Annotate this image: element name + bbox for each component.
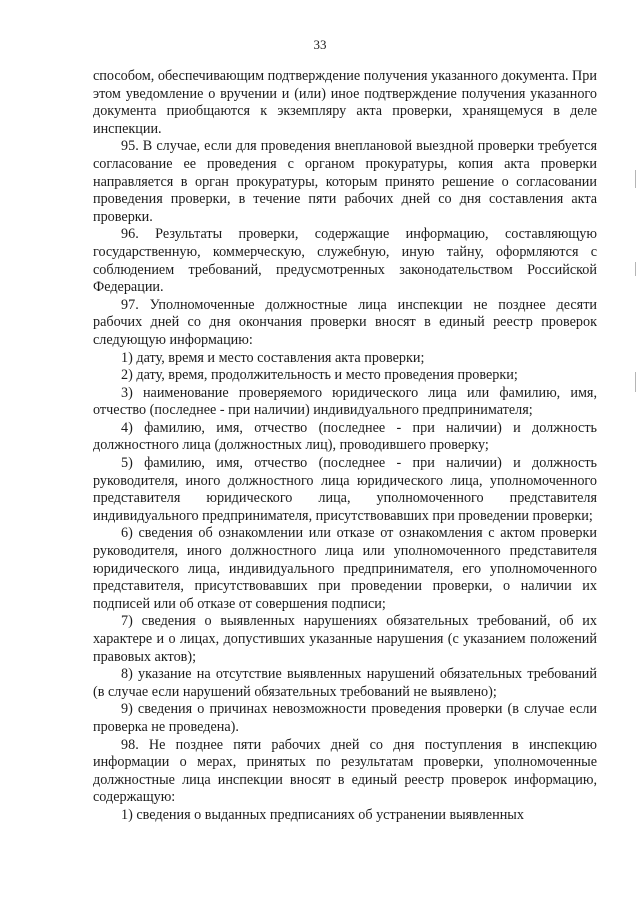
scan-edge-mark xyxy=(635,170,636,188)
paragraph-97-item-9: 9) сведения о причинах невозможности проведения проверки (в случае если проверка не проведена). xyxy=(93,701,597,735)
paragraph-94-continuation: способом, обеспечивающим подтверждение получения указанного документа. При этом уведомление о вручении и (или) иное подтверждение получения указанного документа приобщаются к экземпляру акта проверки, хранящемуся в деле инспекции. xyxy=(93,68,597,137)
scan-edge-mark xyxy=(635,372,636,392)
document-body xyxy=(93,68,597,825)
paragraph-95: 95. В случае, если для проведения внеплановой выездной проверки требуется согласование ее проведения с органом прокуратуры, копия акта проверки направляется в орган прокуратуры, которым принято решение о согласовании проведения проверки, в течение пяти рабочих дней со дня составления акта проверки. xyxy=(93,138,597,225)
paragraph-97-item-7: 7) сведения о выявленных нарушениях обязательных требований, об их характере и о лицах, допустивших указанные нарушения (с указанием положений правовых актов); xyxy=(93,613,597,665)
paragraph-97-item-1: 1) дату, время и место составления акта проверки; xyxy=(121,349,425,366)
page-number: 33 xyxy=(313,37,327,52)
paragraph-96: 96. Результаты проверки, содержащие информацию, составляющую государственную, коммерческую, служебную, иную тайну, оформляются с соблюдением требований, предусмотренных законодательством Российской Федерации. xyxy=(93,226,597,296)
paragraph-98: 98. Не позднее пяти рабочих дней со дня поступления в инспекцию информации о мерах, принятых по результатам проверки, уполномоченные должностные лица инспекции вносят в единый реестр проверок информацию, содержащую: xyxy=(93,736,597,806)
paragraph-97-item-3: 3) наименование проверяемого юридического лица или фамилию, имя, отчество (последнее - при наличии) индивидуального предпринимателя; xyxy=(93,384,597,419)
paragraph-97-item-8: 8) указание на отсутствие выявленных нарушений обязательных требований (в случае если нарушений обязательных требований не выявлено); xyxy=(93,666,597,700)
paragraph-98-item-1: 1) сведения о выданных предписаниях об устранении выявленных xyxy=(121,806,524,823)
paragraph-97-item-5: 5) фамилию, имя, отчество (последнее - при наличии) и должность руководителя, иного должностного лица юридического лица, уполномоченного представителя юридического лица, уполномоченного представителя индивидуального предпринимателя, присутствовавших при проведении проверки; xyxy=(93,455,597,524)
paragraph-97-item-2: 2) дату, время, продолжительность и место проведения проверки; xyxy=(121,367,518,384)
paragraph-97: 97. Уполномоченные должностные лица инспекции не позднее десяти рабочих дней со дня окончания проверки вносят в единый реестр проверок следующую информацию: xyxy=(93,296,597,348)
paragraph-97-item-6: 6) сведения об ознакомлении или отказе от ознакомления с актом проверки руководителя, иного должностного лица или уполномоченного представителя юридического лица, индивидуального предпринимателя, его уполномоченного представителя, присутствовавших при проведении проверки, о наличии их подписей или об отказе от совершения подписи; xyxy=(93,525,597,612)
scan-edge-mark xyxy=(635,262,636,276)
paragraph-97-item-4: 4) фамилию, имя, отчество (последнее - при наличии) и должность должностного лица (должностных лиц), проводившего проверку; xyxy=(93,419,597,454)
